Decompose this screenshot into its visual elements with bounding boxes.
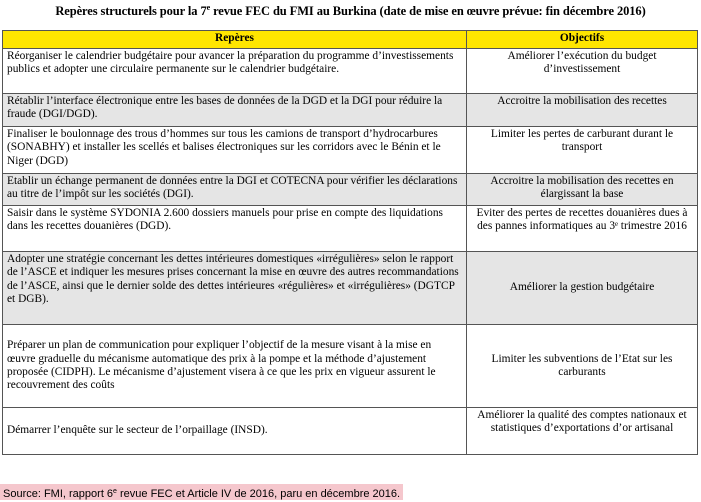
repere-cell: Saisir dans le système SYDONIA 2.600 dossiers manuels pour prise en compte des liquidations dans les recettes douanières (DGD). [3,206,467,252]
table-row [3,94,698,127]
repere-cell: Finaliser le boulonnage des trous d’hommes sur tous les camions de transport d’hydrocarbures (SONABHY) et installer les scellés et balises électroniques sur les corridors avec le Bénin et le Niger (DGD) [3,127,467,174]
table-row [3,252,698,325]
reperes-table [2,30,698,455]
objectif-cell: Accroitre la mobilisation des recettes en élargissant la base [467,174,698,206]
objectif-cell: Accroitre la mobilisation des recettes [467,94,698,127]
table-title [0,3,701,19]
source-text: Source: FMI, rapport 6 [3,488,114,500]
source-superscript: e [113,488,117,495]
objectif-cell: Eviter des pertes de recettes douanières dues à des pannes informatiques au 3ᵉ trimestre 2016 [467,206,698,252]
table-row [3,206,698,252]
repere-cell: Réorganiser le calendrier budgétaire pour avancer la préparation du programme d’investissements publics et adopter une circulaire permanente sur le calendrier budgétaire. [3,49,467,94]
source-text-rest: revue FEC et Article IV de 2016, paru en décembre 2016. [116,488,401,500]
header-objectifs: Objectifs [467,31,698,49]
table-row [3,408,698,455]
header-reperes: Repères [3,31,467,49]
objectif-cell: Améliorer l’exécution du budget d’investissement [467,49,698,94]
repere-cell: Etablir un échange permanent de données entre la DGI et COTECNA pour vérifier les déclarations au titre de l’impôt sur les sociétés (DGI). [3,174,467,206]
table-row [3,174,698,206]
repere-cell: Préparer un plan de communication pour expliquer l’objectif de la mesure visant à la mise en œuvre graduelle du mécanisme automatique des prix à la pompe et la méthode d’ajustement proposée (CIDPH). Le mécanisme d’ajustement visera à ce que les prix en vigueur assurent le recouvrement des coûts [3,325,467,408]
objectif-cell: Améliorer la qualité des comptes nationaux et statistiques d’exportations d’or artisanal [467,408,698,455]
objectif-cell: Limiter les pertes de carburant durant le transport [467,127,698,174]
title-superscript: e [206,3,211,12]
repere-cell: Rétablir l’interface électronique entre les bases de données de la DGD et la DGI pour réduire la fraude (DGI/DGD). [3,94,467,127]
title-text-rest: revue FEC du FMI au Burkina (date de mise en œuvre prévue: fin décembre 2016) [210,4,646,18]
table-row [3,325,698,408]
title-text: Repères structurels pour la 7 [55,4,207,18]
table-row [3,49,698,94]
repere-cell: Adopter une stratégie concernant les dettes intérieures domestiques «irrégulières» selon le rapport de l’ASCE et indiquer les mesures prises concernant la mise en œuvre des autres recommandations de l’ASCE, ainsi que le dernier solde des dettes intérieures «régulières» et «irrégulières» (DGTCP et DGB). [3,252,467,325]
source-note [0,484,403,500]
table-row [3,127,698,174]
objectif-cell: Limiter les subventions de l’Etat sur les carburants [467,325,698,408]
table-header-row [3,31,698,49]
repere-cell: Démarrer l’enquête sur le secteur de l’orpaillage (INSD). [3,408,467,455]
objectif-cell: Améliorer la gestion budgétaire [467,252,698,325]
